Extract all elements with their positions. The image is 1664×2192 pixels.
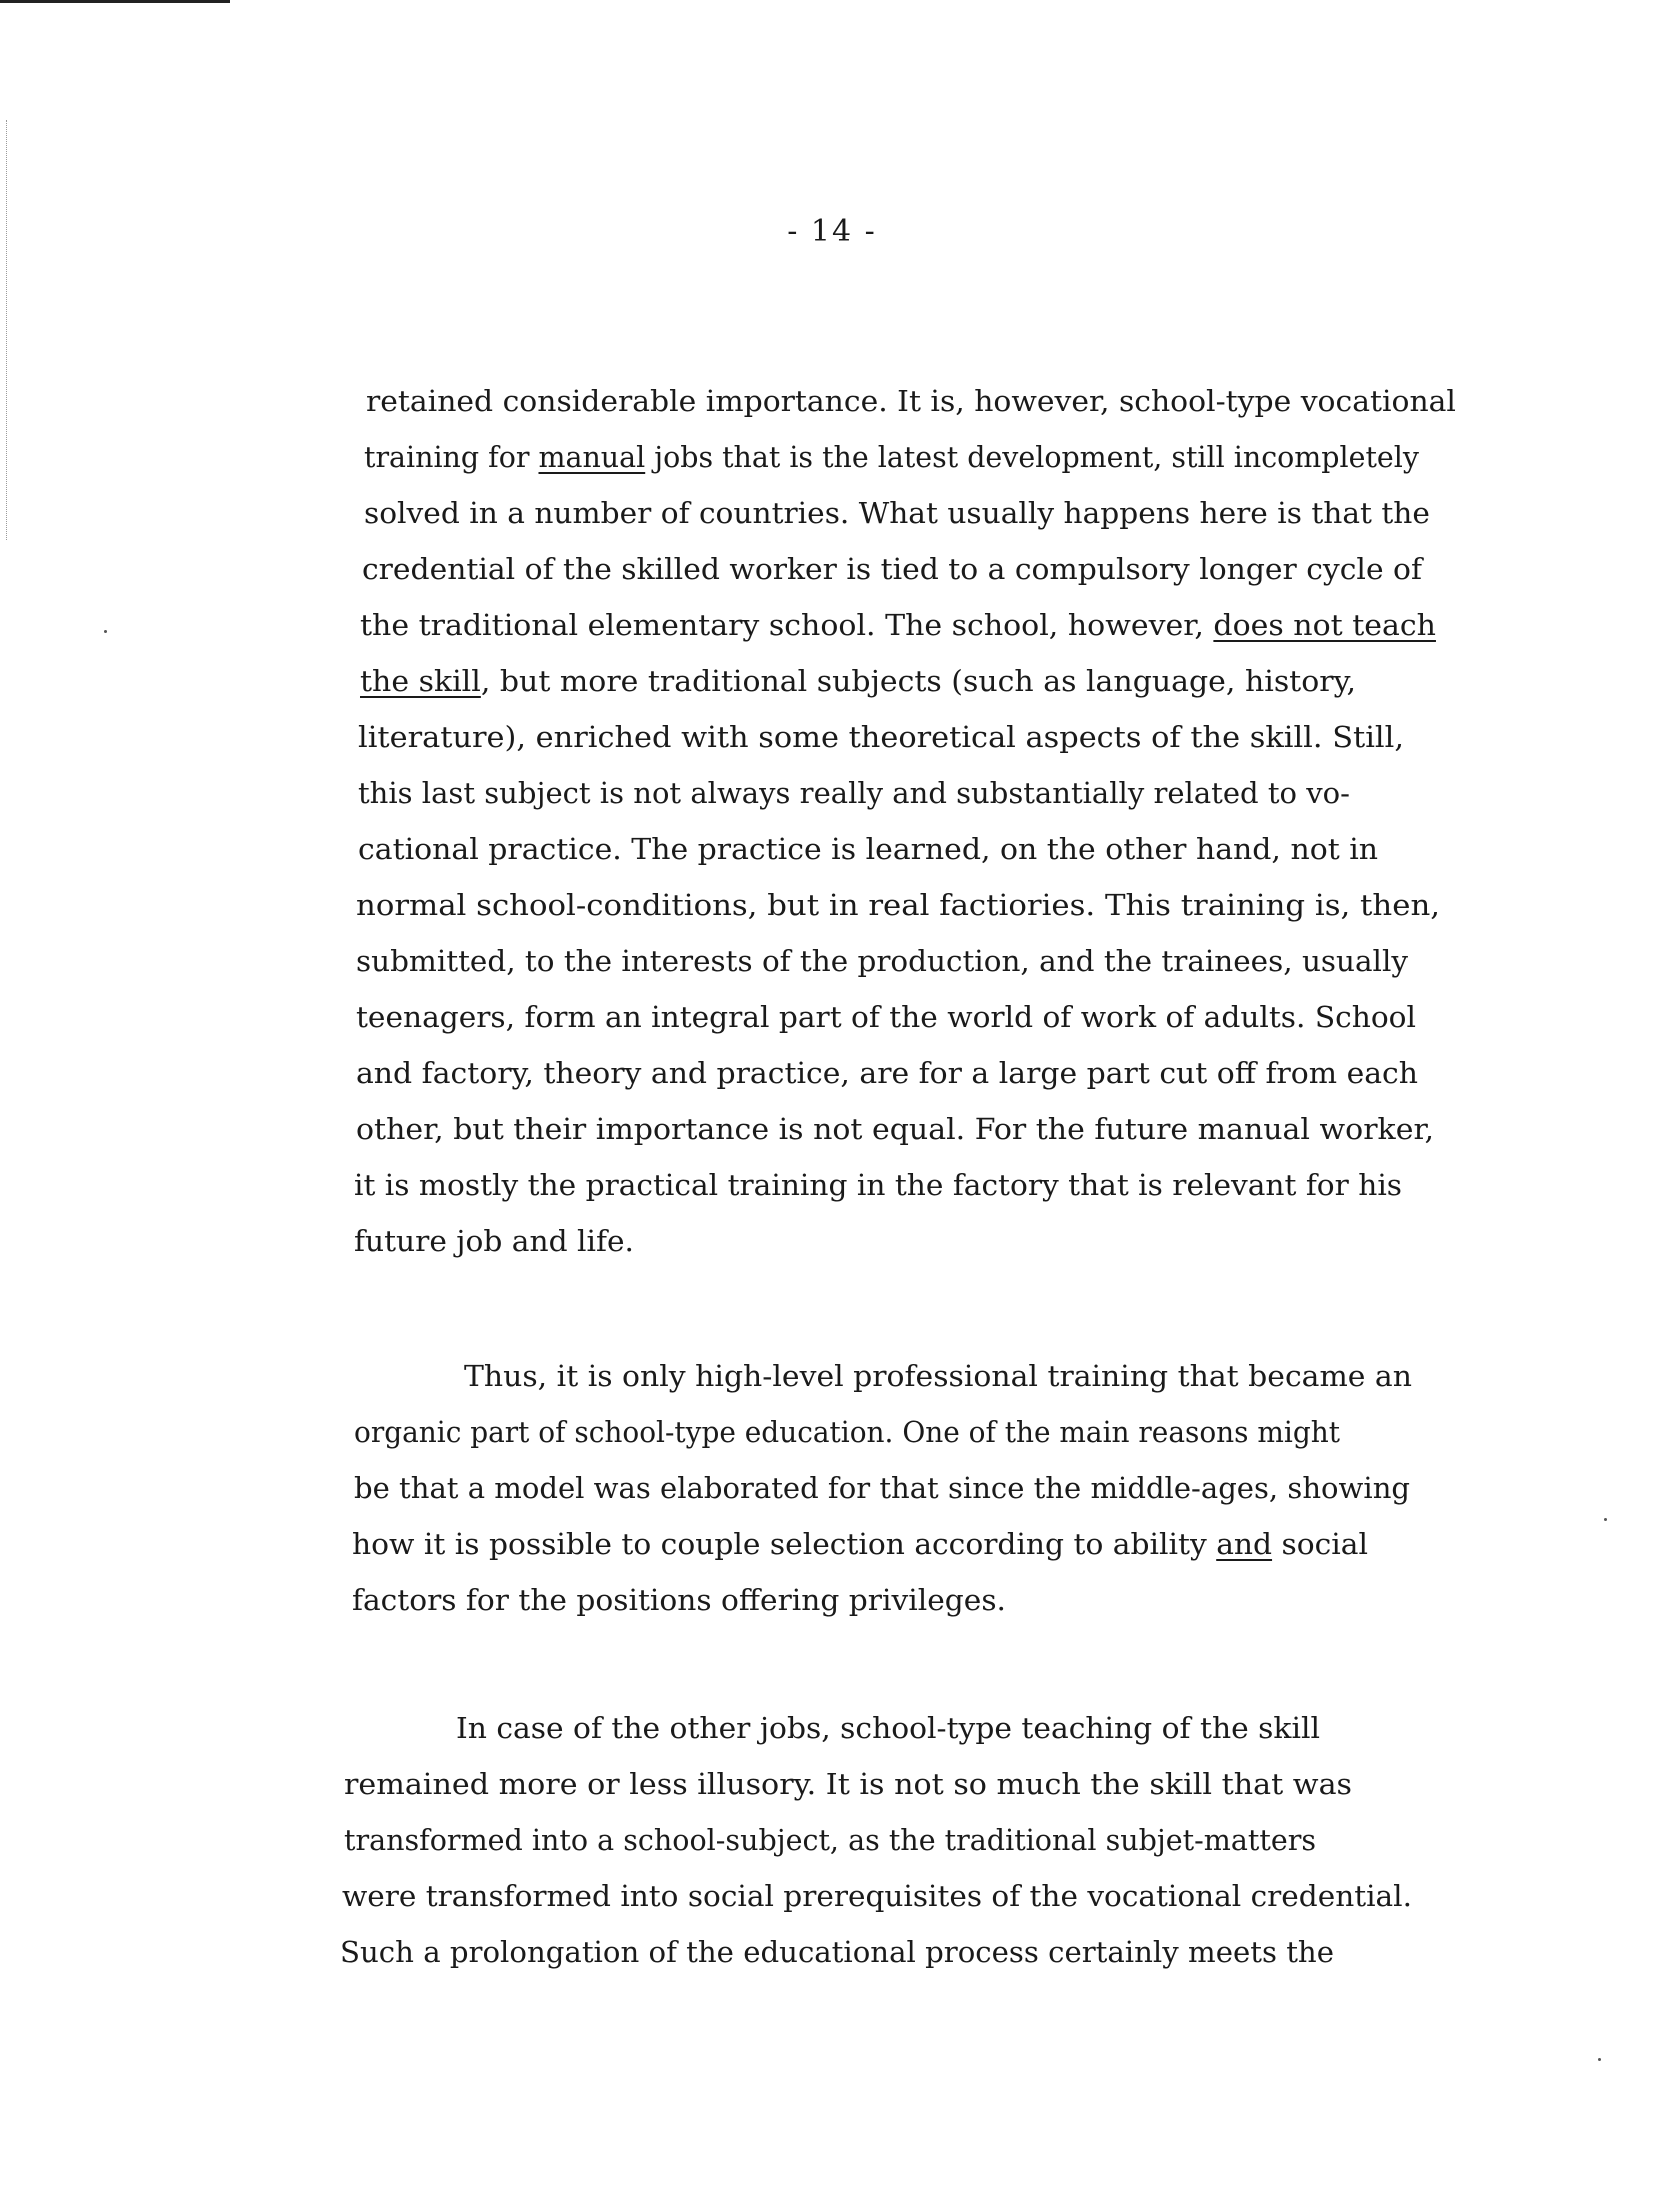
text-line: Such a prolongation of the educational process certainly meets the — [340, 1936, 1334, 1969]
text-line: cational practice. The practice is learned, on the other hand, not in — [358, 833, 1379, 866]
text-line: remained more or less illusory. It is not so much the skill that was — [344, 1768, 1353, 1801]
underlined-text: manual — [538, 441, 646, 474]
text-line: were transformed into social prerequisites of the vocational credential. — [342, 1880, 1413, 1913]
text-line: how it is possible to couple selection according to ability and social — [352, 1528, 1368, 1561]
underlined-text: and — [1216, 1528, 1273, 1561]
text-line: submitted, to the interests of the production, and the trainees, usually — [356, 945, 1409, 978]
text-line: solved in a number of countries. What usually happens here is that the — [364, 497, 1430, 530]
text-line: be that a model was elaborated for that since the middle-ages, showing — [354, 1472, 1411, 1505]
scan-speck — [1598, 2058, 1601, 2061]
text-line: this last subject is not always really and substantially related to vo- — [358, 777, 1350, 810]
underlined-text: the skill — [360, 665, 481, 698]
text-line: credential of the skilled worker is tied to a compulsory longer cycle of — [362, 553, 1422, 586]
text-line: and factory, theory and practice, are for a large part cut off from each — [356, 1057, 1419, 1090]
text-line: the skill, but more traditional subjects (such as language, history, — [360, 665, 1357, 698]
underlined-text: does not teach — [1213, 609, 1436, 642]
text-line: training for manual jobs that is the latest development, still incompletely — [364, 441, 1419, 474]
page-number: - 14 - — [787, 214, 877, 249]
scan-speck — [1604, 1518, 1607, 1521]
text-line: factors for the positions offering privileges. — [352, 1584, 1006, 1617]
text-line: future job and life. — [354, 1225, 635, 1258]
text-line: In case of the other jobs, school-type teaching of the skill — [456, 1712, 1320, 1745]
text-line: Thus, it is only high-level professional training that became an — [464, 1360, 1412, 1393]
scan-speck — [104, 630, 107, 633]
scan-corner-mark — [0, 0, 230, 3]
scan-edge-marks — [6, 120, 9, 540]
text-line: the traditional elementary school. The school, however, does not teach — [360, 609, 1436, 642]
text-line: retained considerable importance. It is, however, school-type vocational — [366, 385, 1456, 418]
text-line: transformed into a school-subject, as the traditional subjet-matters — [344, 1824, 1317, 1857]
text-line: normal school-conditions, but in real factiories. This training is, then, — [356, 889, 1441, 922]
text-line: it is mostly the practical training in the factory that is relevant for his — [354, 1169, 1403, 1202]
text-line: teenagers, form an integral part of the world of work of adults. School — [356, 1001, 1417, 1034]
text-line: organic part of school-type education. One of the main reasons might — [354, 1416, 1340, 1449]
text-line: literature), enriched with some theoretical aspects of the skill. Still, — [358, 721, 1405, 754]
text-line: other, but their importance is not equal. For the future manual worker, — [356, 1113, 1435, 1146]
